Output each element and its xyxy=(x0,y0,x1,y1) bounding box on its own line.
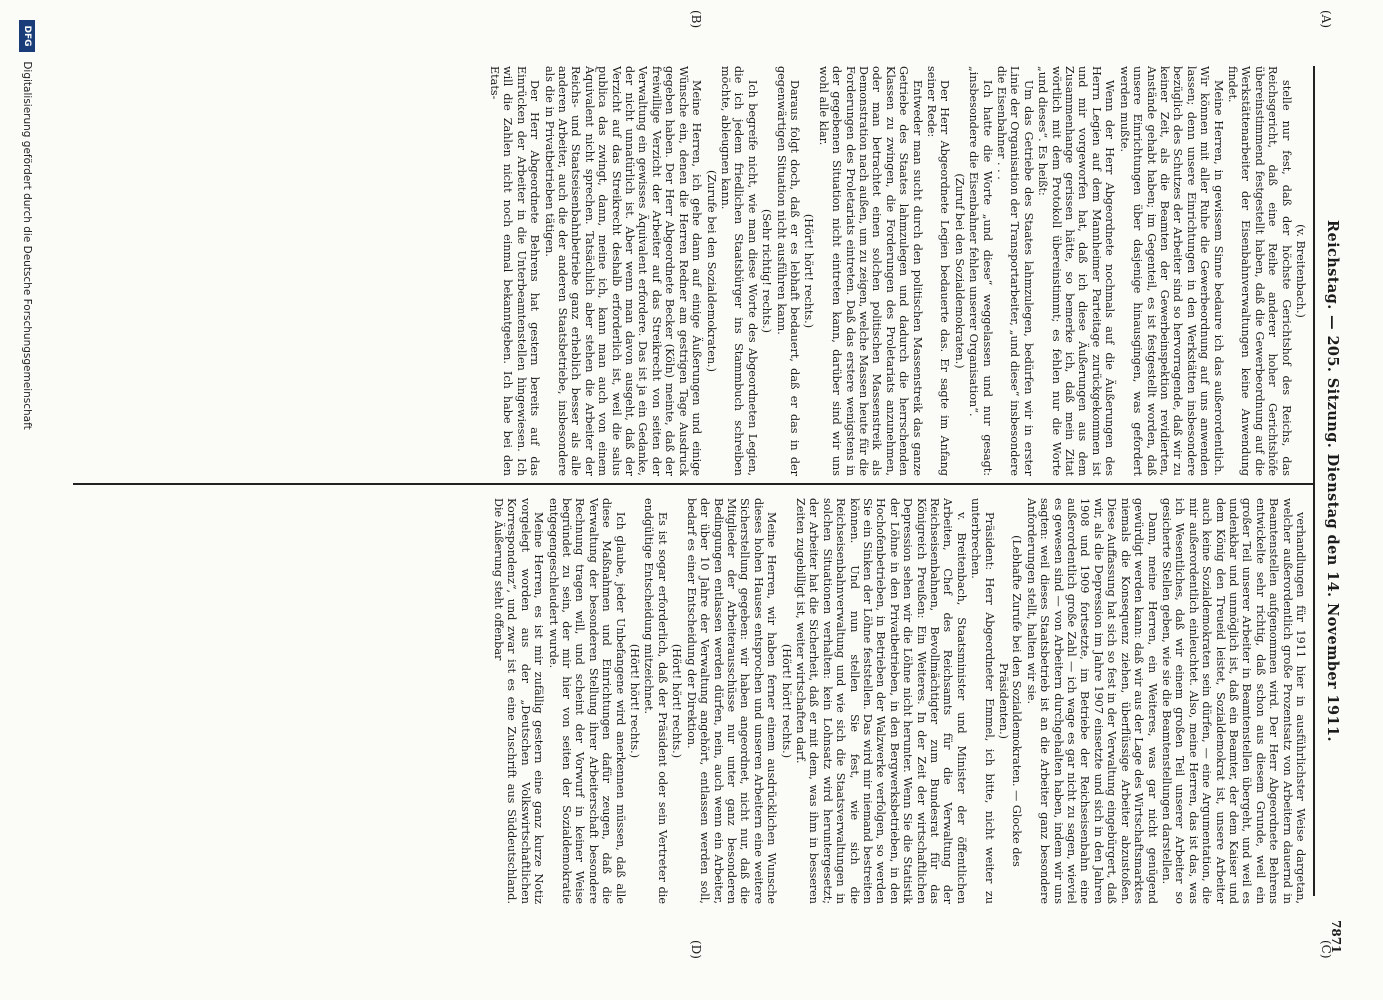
paragraph: verhandlungen für 1911 hier in ausführlichster Weise dargetan, welcher außerordentlich große Prozentsatz von Arbeitern dauernd in Beamtenstellen aufgenommen wird. Der Herr Abgeordnete Behrens entwickelte sehr richtig, daß schon aus diesem Grunde, weil ein großer Teil unserer Arbeiter in Beamtenstellen übergeht, und weil es undenkbar und unmöglich ist, daß ein Beamter, der dem Kaiser und dem König den Treueid leistet, Sozialdemokrat ist, unsere Arbeiter auch keine Sozialdemokraten sein dürfen, — eine Argumentation, die mir außerordentlich einleuchtet. Also, meine Herren, das ist das, was ich Wesentliches, daß wir einem großen Teil unserer Arbeiter so gesicherte Stellen geben, wie sie die Beamtenstellungen darstellen. xyxy=(1159,498,1307,904)
stage-direction: (Sehr richtig! rechts.) xyxy=(760,208,774,334)
left-column xyxy=(75,66,1307,476)
page-number: 7871 xyxy=(1329,920,1343,954)
paragraph: Es ist sogar erforderlich, daß der Präsident oder sein Vertreter die endgültige Entscheidung mitzeichnet. xyxy=(642,498,669,904)
digitization-credit xyxy=(17,20,35,980)
margin-letter-d: (D) xyxy=(689,940,703,959)
paragraph: Dann, meine Herren, ein Weiteres, was gar nicht genügend gewürdigt werden kann: daß wir aus der Lage des Wirtschaftsmarktes niemals die Konsequenz ziehen, überflüssige Arbeiter abzustoßen. Diese Auffassung hat sich so fest in der Verwaltung eingebürgert, daß wir, als die Depression im Jahre 1907 einsetzte und sich in den Jahren 1908 und 1909 fortsetzte, im Betriebe der Reichseisenbahn eine außerordentlich große Zahl — ich wage es gar nicht zu sagen, wieviel es gewesen sind — von Arbeitern durchgehalten haben, indem wir uns sagten: weil dieses Staatsbetrieb ist an die Arbeiter ganz besondere Anforderungen stellt, halten wir sie. xyxy=(1024,498,1159,904)
stage-direction: (Hört! hört! rechts.) xyxy=(670,643,684,759)
paragraph: v. Breitenbach, Staatsminister und Minister der öffentlichen Arbeiten, Chef des Reichsamts für die Verwaltung der Reichseisenbahnen, Bevollmächtigter zum Bundesrat für das Königreich Preußen: Ein Weiteres. In der Zeit der wirtschaftlichen Depression sehen wir die Löhne nicht herunter. Wenn Sie die Statistik der Löhne in den Privatbetrieben, in den Bergwerksbetrieben, in den Hochofenbetrieben, in Betrieben der Walzwerke verfolgen, so werden Sie ein Sinken der Löhne feststellen. Das wird mir niemand bestreiten können. Und nun stellen Sie fest, wie sich die Reichseisenbahnverwaltung und wie sich die Staatsverwaltungen in solchen Situationen verhalten: kein Lohnsatz wird heruntergesetzt; der Arbeiter hat die Sicherheit, daß er mit dem, was ihm in besseren Zeiten zugebilligt ist, weiter wirtschaften darf. xyxy=(793,498,968,904)
paragraph: Der Herr Abgeordnete Behrens hat gestern bereits auf das Einrücken der Arbeiter in die Unterbeamtenstellen hingewiesen. Ich will die Zahlen nicht noch einmal bekanntgeben. Ich habe bei den Etats- xyxy=(488,66,542,476)
paragraph: Präsident: Herr Abgeordneter Emmel, ich bitte, nicht weiter zu unterbrechen. xyxy=(969,498,996,904)
paragraph: Meine Herren, in gewissem Sinne bedaure ich das außerordentlich. Wir können mit aller Ruhe die Gewerbeordnung auf uns anwenden lassen; denn unsere Einrichtungen in den Werkstätten insbesondere bezüglich des Schutzes der Arbeiter sind so hervorragende, daß wir zu keiner Zeit, als die Beamten der Gewerbeinspektion revidierten, Anstände gehabt haben; im Gegenteil, es ist festgestellt worden, daß unsere Einrichtungen über dasjenige hinausgingen, was gefordert werden mußte. xyxy=(1117,66,1225,476)
margin-letter-a: (A) xyxy=(1319,10,1333,29)
page-header xyxy=(1317,66,1341,896)
stage-direction: (Hört! hört! rechts.) xyxy=(628,643,642,759)
paragraph: Daraus folgt doch, daß er es lebhaft bedauert, daß er das in der gegenwärtigen Situation nicht ausführen kann. xyxy=(774,66,801,476)
paragraph: Ich glaube, jeder Unbefangene wird anerkennen müssen, daß alle diese Maßnahmen und Einrichtungen dafür zeugen, daß die Verwaltung der besonderen Stellung ihrer Arbeiterschaft besondere Rechnung tragen will, und scheint der Vorwurf in keiner Weise begründet zu sein, der mir hier von seiten der Sozialdemokratie entgegengeschleudert wurde. xyxy=(546,498,627,904)
paragraph: Meine Herren, ich gehe dann auf einige Äußerungen und einige Wünsche ein, denen die Herren Redner am gestrigen Tage Ausdruck gegeben haben. Der Herr Abgeordnete Becker (Köln) meinte, daß der freiwillige Verzicht der Arbeiter auf das Streikrecht von seiten der Verwaltung ein gewisses Äquivalent erfordere. Das ist ja ein Gedanke, der nicht unnatürlich ist. Aber wenn man davon ausgeht, daß der Verzicht auf das Streikrecht deshalb erforderlich ist, weil die salus publica das zwingt, dann, meine ich, kann man auch von einem Äquivalent nicht sprechen. Tatsächlich aber stehen die Arbeiter der Reichs- und Staatseisenbahnbetriebe ganz erheblich besser als alle anderen Arbeiter, auch die der anderen Staatsbetriebe, insbesondere als die in Privatbetrieben tätigen. xyxy=(542,66,704,476)
margin-letter-c: (C) xyxy=(1319,940,1333,959)
paragraph: Der Herr Abgeordnete Legien bedauerte das. Er sagte im Anfang seiner Rede: xyxy=(925,66,952,476)
paragraph: Ich begreife nicht, wie man diese Worte des Abgeordneten Legien, die ich jedem friedlichen Staatsbürger ins Stammbuch schreiben möchte, ableugnen kann. xyxy=(718,66,759,476)
paragraph: Wenn der Herr Abgeordnete nochmals auf die Äußerungen des Herrn Legien auf dem Mannheimer Parteitage zurückgekommen ist und mir vorgeworfen hat, daß ich diese Äußerungen aus dem Zusammenhange gerissen hätte, so bemerke ich, daß mein Zitat wörtlich mit dem Protokoll übereinstimmt; es fehlen nur die Worte „und dieses“. Es heißt: xyxy=(1036,66,1117,476)
stage-direction: (Hört! hört! rechts.) xyxy=(779,643,793,759)
header-rule xyxy=(1313,66,1315,896)
stage-direction: (Hört! hört! rechts.) xyxy=(802,213,816,329)
running-head: Reichstag. — 205. Sitzung. Dienstag den 14. November 1911. xyxy=(1324,220,1341,742)
stage-direction: (Lebhafte Zurufe bei den Sozialdemokraten. — Glocke des Präsidenten.) xyxy=(997,535,1024,867)
stage-direction: (v. Breitenbach.) xyxy=(1294,224,1307,318)
column-divider xyxy=(73,483,1313,485)
paragraph: Entweder man sucht durch den politischen Massenstreik das ganze Getriebe des Staates lahmzulegen und dadurch die herrschenden Klassen zu zwingen, die Forderungen des Proletariats anzunehmen, oder man betrachtet einen solchen politischen Massenstreik als Demonstration nach außen, um zu zeigen, welche Massen heute für die Forderungen des Proletariats eintreten. Daß das erstere wenigstens in der gegebenen Situation nicht eintreten kann, darüber sind wir uns wohl alle klar. xyxy=(816,66,924,476)
paragraph: Meine Herren, wir haben ferner einem ausdrücklichen Wunsche dieses hohen Hauses entsprochen und unseren Arbeitern eine weitere Sicherstellung gegeben: wir haben angeordnet, nicht nur, daß die Mitglieder der Arbeiterausschüsse nur unter ganz besonderen Bedingungen entlassen werden dürfen, nein, auch wenn ein Arbeiter, der über 10 Jahre der Verwaltung angehört, entlassen werden soll, bedarf es einer Entscheidung der Direktion. xyxy=(684,498,779,904)
credit-text: Digitalisierung gefördert durch die Deutsche Forschungsgemeinschaft xyxy=(21,61,33,430)
right-column xyxy=(75,498,1307,904)
stage-direction: (Zurufe bei den Sozialdemokraten.) xyxy=(704,170,718,372)
paragraph: Um das Getriebe des Staates lahmzulegen, bedürfen wir in erster Linie der Organisation der Transportarbeiter, „und diese“ insbesondere die Eisenbahner . . . xyxy=(995,66,1035,476)
paragraph: Ich hatte die Worte „und diese“ weggelassen und nur gesagt: „insbesondere die Eisenbahner fehlen unserer Organisation“. xyxy=(967,66,994,476)
margin-letter-b: (B) xyxy=(689,10,703,29)
stage-direction: (Zuruf bei den Sozialdemokraten.) xyxy=(952,173,966,369)
paragraph: Meine Herren, es ist mir zufällig gestern eine ganz kurze Notiz vorgelegt worden aus der „Deutschen Volkswirtschaftlichen Korrespondenz“, und zwar ist es eine Zuschrift aus Süddeutschland. Die Äußerung steht offenbar xyxy=(492,498,546,904)
paragraph: stelle nur fest, daß der höchste Gerichtshof des Reichs, das Reichsgericht, daß eine Reihe anderer hoher Gerichtshöfe übereinstimmend festgestellt haben, daß die Gewerbeordnung auf die Werkstättenarbeiter der Eisenbahnverwaltungen keine Anwendung findet. xyxy=(1225,66,1293,476)
dfg-logo: DFG xyxy=(19,20,35,52)
